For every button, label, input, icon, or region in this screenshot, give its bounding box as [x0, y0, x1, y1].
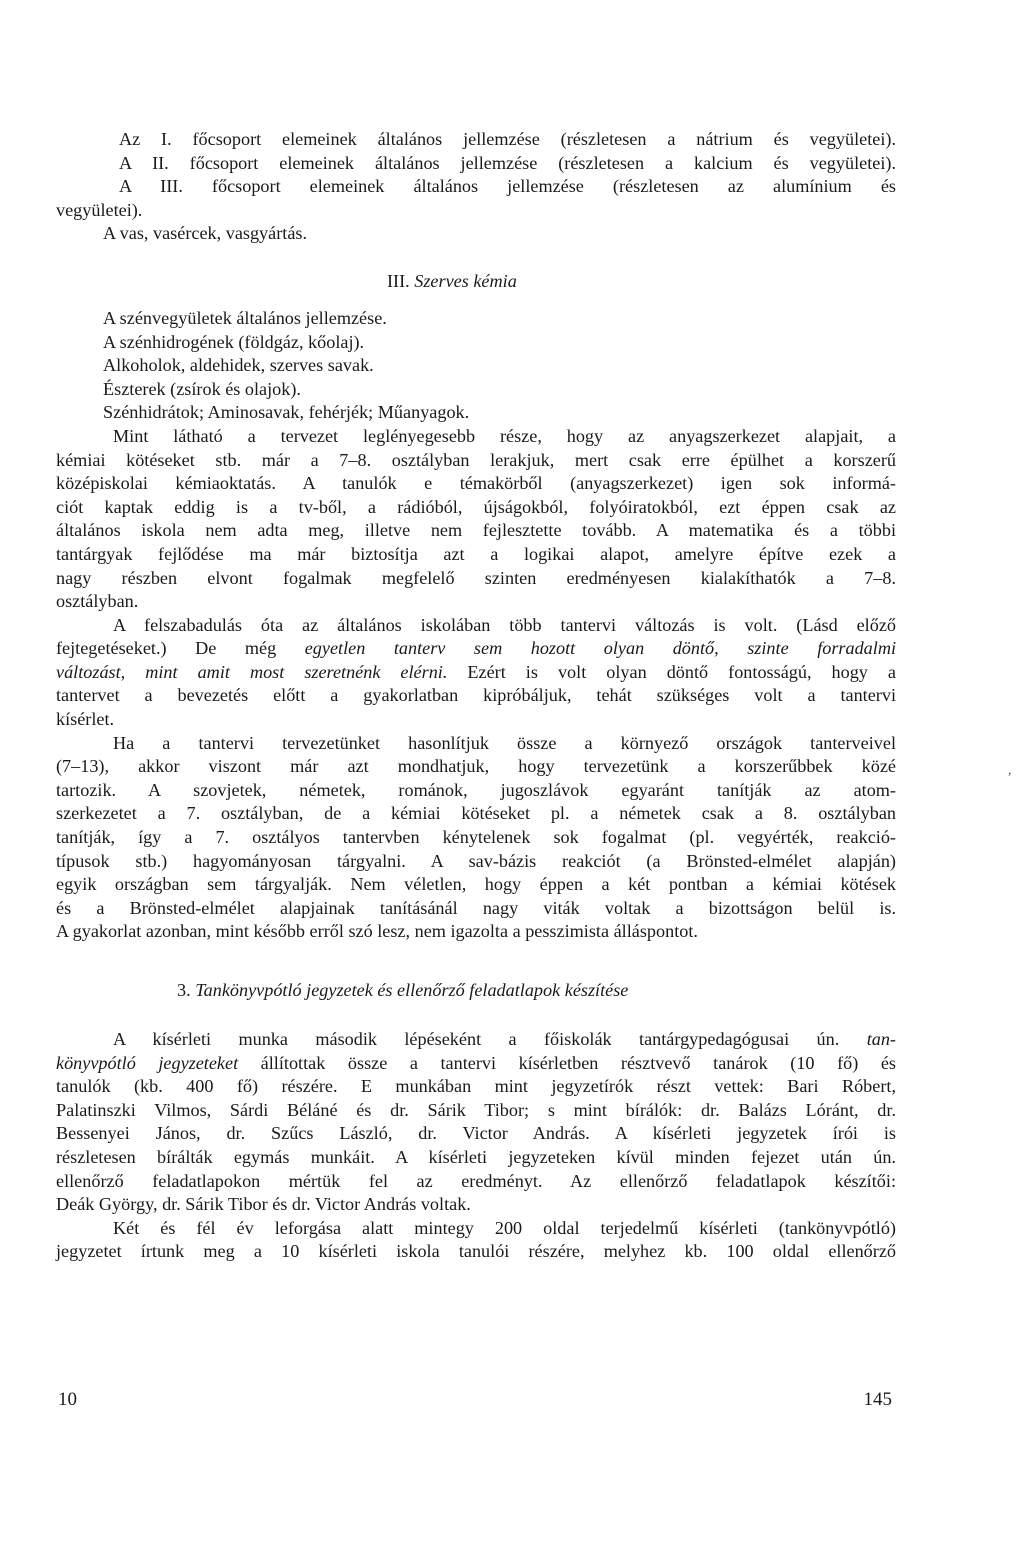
topic-line: Szénhidrátok; Aminosavak, fehérjék; Műanyagok.: [103, 402, 470, 423]
topic-line: A II. főcsoport elemeinek általános jellemzése (részletesen a kalcium és vegyületei).: [119, 152, 896, 173]
topic-line: A szénvegyületek általános jellemzése.: [103, 307, 387, 328]
text-line: osztályban.: [56, 591, 139, 612]
heading-title: Tankönyvpótló jegyzetek és ellenőrző feladatlapok készítése: [195, 980, 629, 1000]
paragraph: [56, 614, 896, 732]
paragraph: [56, 1217, 896, 1264]
paragraph: [56, 1028, 896, 1217]
text-line: tartozik. A szovjetek, németek, románok, jugoszlávok egyaránt tanítják az atom-: [56, 779, 896, 800]
text-line: általános iskola nem adta meg, illetve nem fejlesztette tovább. A matematika és a többi: [56, 520, 896, 541]
text-line: részletesen bírálták egymás munkáit. A kísérleti jegyzeteken kívül minden fejezet után ún.: [56, 1146, 896, 1167]
text-line: típusok stb.) hagyományosan tárgyalni. A sav-bázis reakciót (a Brönsted-elmélet alapján): [56, 850, 896, 871]
text-line: Két és fél év leforgása alatt mintegy 200 oldal terjedelmű kísérleti (tankönyvpótló): [113, 1217, 896, 1238]
topic-line: A III. főcsoport elemeinek általános jellemzése (részletesen az alumínium és: [119, 176, 896, 197]
italic-span: könyvpótló jegyzeteket: [56, 1052, 239, 1073]
topic-line: Alkoholok, aldehidek, szerves savak.: [103, 355, 374, 376]
text-line: tanulók (kb. 400 fő) részére. E munkában mint jegyzetírók részt vettek: Bari Róbert,: [56, 1076, 896, 1097]
text-line: (7–13), akkor viszont már azt mondhatjuk, hogy tervezetünk a korszerűbbek közé: [56, 756, 896, 777]
italic-span: egyetlen tanterv sem hozott olyan döntő, szinte forradalmi: [304, 638, 897, 659]
page-number: 145: [863, 1389, 892, 1410]
text-line: [56, 1028, 896, 1052]
text-line: A felszabadulás óta az általános iskolában több tantervi változás is volt. (Lásd előző: [113, 614, 896, 635]
text-line: ellenőrző feladatlapokon mértük fel az eredményt. Az ellenőrző feladatlapok készítői:: [56, 1170, 896, 1191]
text-line: tantárgyak fejlődése ma már biztosítja azt a logikai alapot, amelyre építve ezek a: [56, 543, 896, 564]
italic-span: változást, mint amit most szeretnénk elérni.: [56, 661, 448, 682]
organic-topic-list: [56, 307, 896, 425]
text-line: kísérlet.: [56, 709, 115, 730]
text-line: egyik országban sem tárgyalják. Nem véletlen, hogy éppen a két pontban a kémiai kötések: [56, 874, 896, 895]
page-body: [56, 128, 896, 1264]
italic-span: tan-: [866, 1029, 896, 1049]
stray-mark: ,: [1008, 763, 1012, 778]
text-line: Bessenyei János, dr. Szűcs László, dr. Victor András. A kísérleti jegyzetek írói is: [56, 1123, 896, 1144]
text-line: tantervet a bevezetés előtt a gyakorlatban kipróbáljuk, tehát szükséges volt a tantervi: [56, 685, 896, 706]
text-line: nagy részben elvont fogalmak megfelelő szinten eredményesen kialakíthatók a 7–8.: [56, 567, 896, 588]
paragraph: [56, 732, 896, 944]
topic-list: [56, 128, 896, 246]
text-span: Ezért is volt olyan döntő fontosságú, hogy a: [447, 661, 896, 682]
topic-line: Észterek (zsírok és olajok).: [103, 378, 301, 399]
text-line: ciót kaptak eddig is a tv-ből, a rádióból, újságokból, folyóiratokból, ezt éppen csak az: [56, 496, 896, 517]
topic-line: A vas, vasércek, vasgyártás.: [103, 223, 308, 244]
text-line: Palatinszki Vilmos, Sárdi Béláné és dr. Sárik Tibor; s mint bírálók: dr. Balázs Lóránt, dr.: [56, 1099, 896, 1120]
text-line: Deák György, dr. Sárik Tibor és dr. Victor András voltak.: [56, 1194, 471, 1215]
text-line: jegyzetet írtunk meg a 10 kísérleti iskola tanulói részére, melyhez kb. 100 oldal ellenőrző: [56, 1241, 896, 1262]
text-line: és a Brönsted-elmélet alapjainak tanításánál nagy viták voltak a bizottságon belül is.: [56, 897, 896, 918]
text-span: fejtegetéseket.) De még: [56, 638, 305, 659]
text-span: állítottak össze a tantervi kísérletben résztvevő tanárok (10 fő) és: [238, 1052, 896, 1073]
text-line: Mint látható a tervezet leglényegesebb része, hogy az anyagszerkezet alapjait, a: [113, 425, 896, 446]
text-span: A kísérleti munka második lépéseként a főiskolák tantárgypedagógusai ún.: [113, 1029, 867, 1049]
topic-line: Az I. főcsoport elemeinek általános jellemzése (részletesen a nátrium és vegyületei).: [119, 129, 896, 149]
text-line: szerkezetet a 7. osztályban, de a kémiai kötéseket pl. a németek csak a 8. osztályban: [56, 803, 896, 824]
heading-title: Szerves kémia: [414, 270, 517, 291]
text-line: [56, 1052, 896, 1076]
signature-mark: 10: [58, 1389, 77, 1410]
text-line: kémiai kötéseket stb. már a 7–8. osztályban lerakjuk, mert csak erre épülhet a korszerű: [56, 449, 896, 470]
text-line: tanítják, így a 7. osztályos tantervben kénytelenek sok fogalmat (pl. vegyérték, reakció-: [56, 827, 896, 848]
section-heading-3: [56, 978, 896, 1002]
text-line: A gyakorlat azonban, mint később erről szó lesz, nem igazolta a pesszimista álláspontot.: [56, 921, 698, 942]
topic-line: A szénhidrogének (földgáz, kőolaj).: [103, 331, 365, 352]
heading-number: III.: [387, 270, 410, 291]
section-heading-organic: [56, 269, 896, 293]
heading-number: 3.: [177, 980, 191, 1000]
paragraph: [56, 425, 896, 614]
topic-line: vegyületei).: [56, 199, 143, 220]
text-line: középiskolai kémiaoktatás. A tanulók e témakörből (anyagszerkezet) igen sok informá-: [56, 473, 896, 494]
text-line: Ha a tantervi tervezetünket hasonlítjuk össze a környező országok tanterveivel: [113, 732, 896, 753]
text-line: [56, 637, 896, 661]
text-line: [56, 661, 896, 685]
